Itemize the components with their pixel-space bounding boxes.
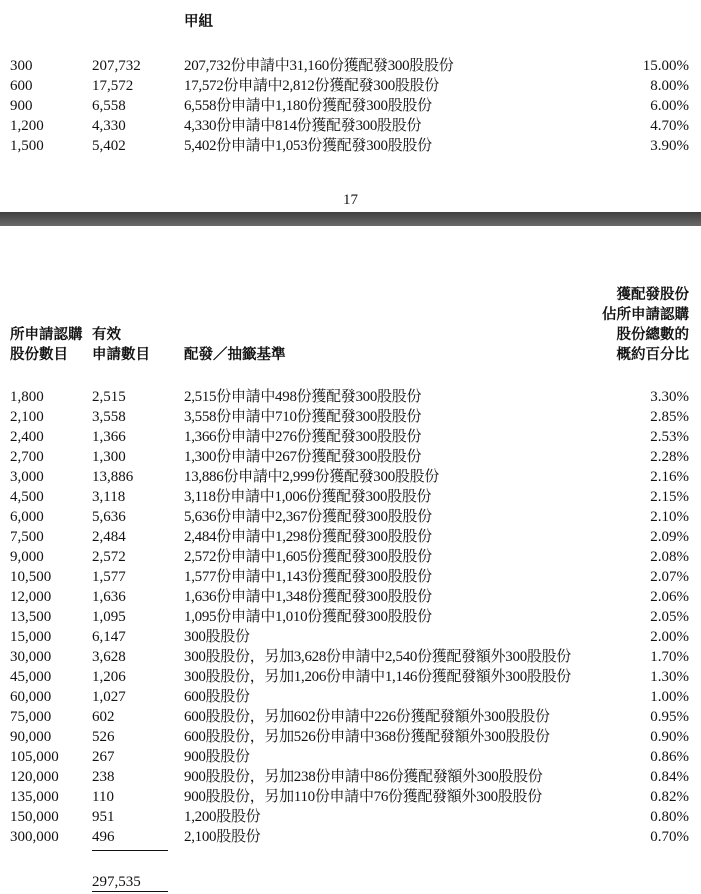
shares-applied: 7,500 <box>10 529 44 545</box>
allocation-percent: 2.09% <box>650 529 689 545</box>
table-row <box>0 767 701 787</box>
table-row <box>0 407 701 427</box>
allocation-percent: 1.30% <box>650 669 689 685</box>
allocation-basis: 2,100股股份 <box>184 829 261 845</box>
header-percent-line4: 概約百分比 <box>616 347 689 363</box>
allocation-basis: 300股股份，另加3,628份申請中2,540份獲配發額外300股股份 <box>184 649 572 665</box>
header-allocation-basis: 配發／抽籤基準 <box>184 347 286 363</box>
allocation-basis: 207,732份申請中31,160份獲配發300股股份 <box>184 58 454 74</box>
allocation-percent: 2.00% <box>650 629 689 645</box>
header-shares-applied-line1: 所申請認購 <box>10 327 83 343</box>
shares-applied: 75,000 <box>10 709 52 725</box>
table-row <box>0 607 701 627</box>
valid-applications: 267 <box>92 749 115 765</box>
valid-applications: 110 <box>92 789 114 805</box>
allocation-percent: 2.08% <box>650 549 689 565</box>
shares-applied: 13,500 <box>10 609 52 625</box>
total-double-underline <box>92 891 168 892</box>
shares-applied: 60,000 <box>10 689 52 705</box>
allocation-percent: 2.85% <box>650 409 689 425</box>
allocation-basis: 1,200股股份 <box>184 809 261 825</box>
valid-applications: 1,027 <box>92 689 126 705</box>
table-row <box>0 647 701 667</box>
shares-applied: 30,000 <box>10 649 52 665</box>
valid-applications: 951 <box>92 809 115 825</box>
valid-applications: 6,558 <box>92 98 126 114</box>
allocation-percent: 1.00% <box>650 689 689 705</box>
allocation-basis: 2,484份申請中1,298份獲配發300股股份 <box>184 529 432 545</box>
valid-applications: 6,147 <box>92 629 126 645</box>
allocation-percent: 2.15% <box>650 489 689 505</box>
shares-applied: 2,100 <box>10 409 44 425</box>
allocation-basis: 300股股份 <box>184 629 250 645</box>
table-row <box>0 827 701 847</box>
valid-applications: 1,366 <box>92 429 126 445</box>
valid-applications: 1,206 <box>92 669 126 685</box>
table-row <box>0 587 701 607</box>
allocation-percent: 8.00% <box>650 78 689 94</box>
allocation-percent: 3.30% <box>650 389 689 405</box>
table-row <box>0 507 701 527</box>
valid-applications: 238 <box>92 769 115 785</box>
shares-applied: 150,000 <box>10 809 59 825</box>
allocation-percent: 0.84% <box>650 769 689 785</box>
header-valid-applications-line1: 有效 <box>92 327 121 343</box>
allocation-percent: 1.70% <box>650 649 689 665</box>
shares-applied: 4,500 <box>10 489 44 505</box>
valid-applications: 3,628 <box>92 649 126 665</box>
valid-applications: 13,886 <box>92 469 134 485</box>
table-row <box>0 96 701 116</box>
total-valid-applications: 297,535 <box>92 874 141 890</box>
valid-applications: 526 <box>92 729 115 745</box>
shares-applied: 105,000 <box>10 749 59 765</box>
shares-applied: 3,000 <box>10 469 44 485</box>
valid-applications: 4,330 <box>92 118 126 134</box>
allocation-basis: 600股股份 <box>184 689 250 705</box>
allocation-basis: 900股股份，另加238份申請中86份獲配發額外300股股份 <box>184 769 543 785</box>
shares-applied: 15,000 <box>10 629 52 645</box>
table-row <box>0 467 701 487</box>
table-row <box>0 487 701 507</box>
allocation-percent: 0.70% <box>650 829 689 845</box>
table-row <box>0 427 701 447</box>
valid-applications: 2,572 <box>92 549 126 565</box>
allocation-percent: 2.07% <box>650 569 689 585</box>
allocation-basis: 2,572份申請中1,605份獲配發300股股份 <box>184 549 432 565</box>
table-row <box>0 567 701 587</box>
allocation-percent: 2.06% <box>650 589 689 605</box>
table-row <box>0 547 701 567</box>
shares-applied: 600 <box>10 78 33 94</box>
shares-applied: 900 <box>10 98 33 114</box>
allocation-percent: 15.00% <box>642 58 689 74</box>
allocation-basis: 17,572份申請中2,812份獲配發300股股份 <box>184 78 440 94</box>
allocation-basis: 1,636份申請中1,348份獲配發300股股份 <box>184 589 432 605</box>
table-row <box>0 707 701 727</box>
table-row <box>0 627 701 647</box>
table-row <box>0 387 701 407</box>
allocation-basis: 13,886份申請中2,999份獲配發300股股份 <box>184 469 440 485</box>
valid-applications: 602 <box>92 709 115 725</box>
allocation-basis: 600股股份，另加602份申請中226份獲配發額外300股股份 <box>184 709 550 725</box>
table-row <box>0 116 701 136</box>
allocation-percent: 2.16% <box>650 469 689 485</box>
valid-applications: 1,636 <box>92 589 126 605</box>
table-row <box>0 56 701 76</box>
shares-applied: 120,000 <box>10 769 59 785</box>
allocation-basis: 2,515份申請中498份獲配發300股股份 <box>184 389 422 405</box>
allocation-percent: 3.90% <box>650 138 689 154</box>
header-shares-applied-line2: 股份數目 <box>10 347 68 363</box>
shares-applied: 1,200 <box>10 118 44 134</box>
header-percent-line3: 股份總數的 <box>616 327 689 343</box>
table-row <box>0 747 701 767</box>
shares-applied: 45,000 <box>10 669 52 685</box>
allocation-basis: 5,636份申請中2,367份獲配發300股股份 <box>184 509 432 525</box>
valid-applications: 17,572 <box>92 78 134 94</box>
shares-applied: 300,000 <box>10 829 59 845</box>
header-valid-applications-line2: 申請數目 <box>92 347 150 363</box>
shares-applied: 6,000 <box>10 509 44 525</box>
allocation-basis: 4,330份申請中814份獲配發300股股份 <box>184 118 422 134</box>
shares-applied: 1,800 <box>10 389 44 405</box>
valid-applications: 3,118 <box>92 489 126 505</box>
shares-applied: 9,000 <box>10 549 44 565</box>
allocation-percent: 2.53% <box>650 429 689 445</box>
valid-applications: 1,095 <box>92 609 126 625</box>
allocation-basis: 600股股份，另加526份申請中368份獲配發額外300股股份 <box>184 729 550 745</box>
allocation-percent: 2.10% <box>650 509 689 525</box>
table-row <box>0 787 701 807</box>
table-row <box>0 136 701 156</box>
allocation-basis: 900股股份 <box>184 749 250 765</box>
valid-applications: 5,636 <box>92 509 126 525</box>
allocation-basis: 5,402份申請中1,053份獲配發300股股份 <box>184 138 432 154</box>
allocation-percent: 0.82% <box>650 789 689 805</box>
table-row <box>0 76 701 96</box>
allocation-basis: 3,558份申請中710份獲配發300股股份 <box>184 409 422 425</box>
table-row <box>0 667 701 687</box>
table-row <box>0 727 701 747</box>
page-number: 17 <box>343 192 358 208</box>
table-row <box>0 527 701 547</box>
allocation-percent: 0.95% <box>650 709 689 725</box>
allocation-basis: 300股股份，另加1,206份申請中1,146份獲配發額外300股股份 <box>184 669 572 685</box>
table-row <box>0 807 701 827</box>
table-row <box>0 687 701 707</box>
valid-applications: 1,300 <box>92 449 126 465</box>
allocation-percent: 0.80% <box>650 809 689 825</box>
allocation-percent: 0.90% <box>650 729 689 745</box>
allocation-percent: 2.28% <box>650 449 689 465</box>
allocation-basis: 1,300份申請中267份獲配發300股股份 <box>184 449 422 465</box>
valid-applications: 207,732 <box>92 58 141 74</box>
valid-applications: 1,577 <box>92 569 126 585</box>
valid-applications: 496 <box>92 829 115 845</box>
shares-applied: 10,500 <box>10 569 52 585</box>
allocation-basis: 6,558份申請中1,180份獲配發300股股份 <box>184 98 432 114</box>
allocation-basis: 1,095份申請中1,010份獲配發300股股份 <box>184 609 432 625</box>
allocation-percent: 4.70% <box>650 118 689 134</box>
shares-applied: 300 <box>10 58 33 74</box>
valid-applications: 3,558 <box>92 409 126 425</box>
allocation-percent: 0.86% <box>650 749 689 765</box>
allocation-basis: 3,118份申請中1,006份獲配發300股股份 <box>184 489 432 505</box>
shares-applied: 12,000 <box>10 589 52 605</box>
allocation-basis: 1,366份申請中276份獲配發300股股份 <box>184 429 422 445</box>
table-row <box>0 447 701 467</box>
shares-applied: 1,500 <box>10 138 44 154</box>
group-title: 甲組 <box>184 14 213 30</box>
shares-applied: 90,000 <box>10 729 52 745</box>
valid-applications: 2,484 <box>92 529 126 545</box>
page-divider <box>0 212 701 226</box>
allocation-basis: 900股股份，另加110份申請中76份獲配發額外300股股份 <box>184 789 542 805</box>
shares-applied: 2,400 <box>10 429 44 445</box>
header-percent-line2: 佔所申請認購 <box>602 307 689 323</box>
allocation-percent: 6.00% <box>650 98 689 114</box>
allocation-percent: 2.05% <box>650 609 689 625</box>
shares-applied: 135,000 <box>10 789 59 805</box>
header-percent-line1: 獲配發股份 <box>616 287 689 303</box>
total-underline <box>92 850 168 851</box>
valid-applications: 5,402 <box>92 138 126 154</box>
valid-applications: 2,515 <box>92 389 126 405</box>
shares-applied: 2,700 <box>10 449 44 465</box>
allocation-basis: 1,577份申請中1,143份獲配發300股股份 <box>184 569 432 585</box>
